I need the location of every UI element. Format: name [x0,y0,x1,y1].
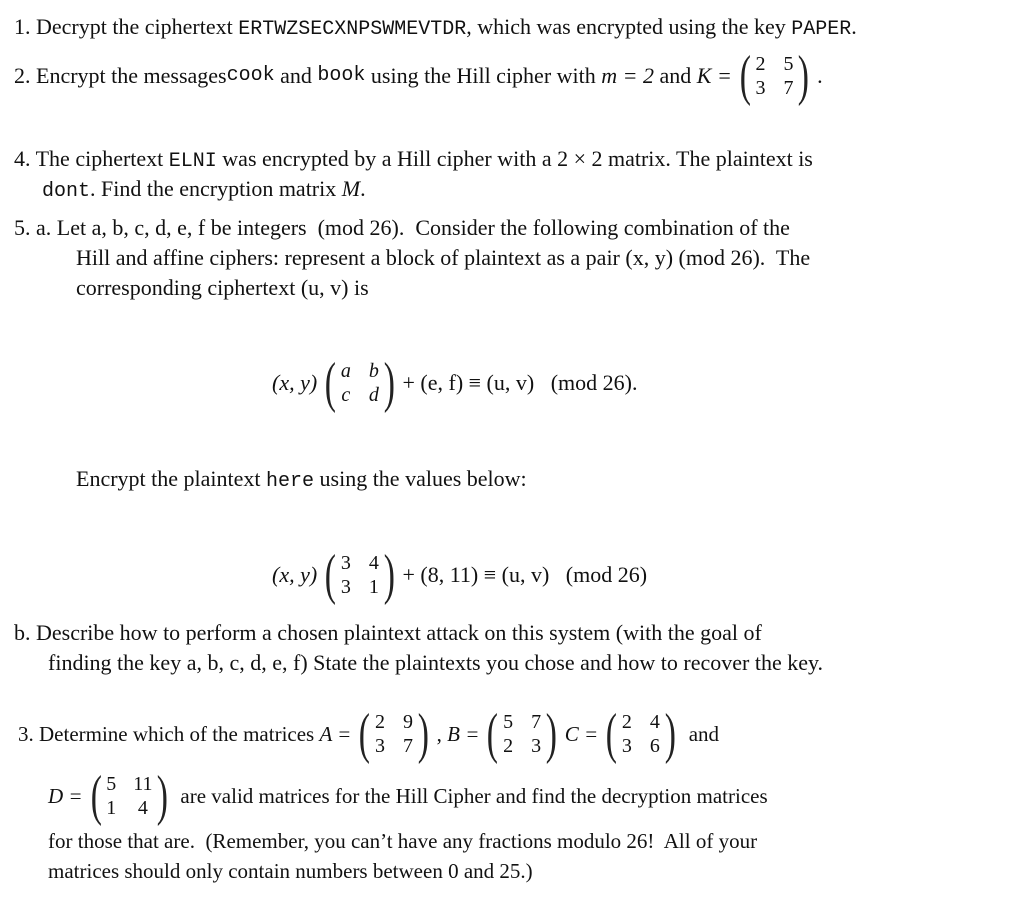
problem-2-word-cook: cook [226,64,275,87]
matrix-abcd-cell: a [340,360,351,382]
encrypt-word-here: here [266,470,315,493]
matrix-A-cell: 2 [375,711,386,733]
matrix-K-cell: 7 [783,77,794,99]
problem-1-number: 1. [14,14,31,39]
matrix-K [736,45,813,107]
matrix-K-cell: 3 [755,77,766,99]
problem-3-line-1 [18,702,719,766]
problem-5-line-3 [76,273,369,303]
left-paren: ( [487,703,499,765]
matrix-K-cell: 5 [783,53,794,75]
matrix-B-cell: 5 [503,711,514,733]
matrix-C-cell: 2 [621,711,632,733]
matrix-B-label: B = [447,722,480,746]
right-paren: ) [664,703,676,765]
problem-5-line-2-text: Hill and affine ciphers: represent a block of plaintext as a pair (x, y) (mod 26). The [76,245,811,270]
matrix-B-cell: 3 [531,735,542,757]
matrix-C [602,703,679,765]
matrix-A-cell: 9 [403,711,414,733]
problem-2-end: . [817,63,823,88]
problem-5-line-1-text: Let a, b, c, d, e, f be integers (mod 26). Consider the following combination of the [56,215,790,240]
matrix-D [87,765,172,827]
problem-2-K-eq: K = [696,63,732,88]
right-paren: ) [417,703,429,765]
comma: , [436,722,442,746]
problem-2-text-a: Encrypt the messages [36,63,227,88]
matrix-D-cell: 11 [133,773,153,795]
matrix-abcd-cell: c [341,384,351,406]
matrix-B-cell: 2 [503,735,514,757]
problem-3-line-4 [48,856,533,886]
problem-2-text-d: and [654,63,697,88]
equation-1-right: + (e, f) ≡ (u, v) (mod 26). [402,370,638,395]
problem-3-line-4-text: matrices should only contain numbers between 0 and 25.) [48,859,533,883]
matrix-A-cell: 3 [375,735,386,757]
problem-5-line-1 [14,213,790,243]
right-paren: ) [156,765,168,827]
matrix-D-cell: 4 [137,797,148,819]
matrix-B-cell: 7 [531,711,542,733]
problem-1-text-a: Decrypt the ciphertext [36,14,239,39]
left-paren: ( [359,703,371,765]
problem-5-line-2 [76,243,810,273]
problem-4-plaintext: dont [42,180,91,203]
problem-5-line-3-text: corresponding ciphertext (u, v) is [76,275,369,300]
left-paren: ( [605,703,618,765]
problem-4-ciphertext: ELNI [168,150,217,173]
problem-2-number: 2. [14,63,31,88]
encrypt-text-a: Encrypt the plaintext [76,466,266,491]
right-paren: ) [545,703,558,765]
problem-1-ciphertext: ERTWZSECXNPSWMEVTDR [238,18,467,41]
matrix-abcd [321,352,398,414]
right-paren: ) [798,45,810,107]
encrypt-text-b: using the values below: [314,466,527,491]
problem-4-text-c: . Find the encryption matrix [90,176,342,201]
matrix-C-cell: 3 [621,735,632,757]
equation-2 [272,542,647,608]
problem-4-text-d: . [360,176,366,201]
problem-4-number: 4. [14,146,31,171]
matrix-C-cell: 6 [649,735,660,757]
problem-3-line-3-text: for those that are. (Remember, you can’t have any fractions modulo 26! All of your [48,829,758,853]
problem-5b-line-2 [48,648,823,678]
matrix-3431-cell: 4 [368,552,379,574]
matrix-B [483,703,560,765]
problem-5-part-b-label: b. [14,620,31,645]
problem-1-key: PAPER [791,18,852,41]
matrix-D-label: D = [48,784,83,808]
left-paren: ( [90,765,102,827]
matrix-3431-cell: 1 [368,576,379,598]
left-paren: ( [324,544,337,606]
left-paren: ( [739,45,751,107]
problem-2-text-c: using the Hill cipher with [365,63,602,88]
matrix-abcd-cell: d [368,384,379,406]
problem-3-line-3 [48,826,757,856]
equation-1-left: (x, y) [272,370,318,395]
problem-4-line-2 [42,174,366,207]
matrix-C-cell: 4 [649,711,660,733]
problem-5b-line-2-text: finding the key a, b, c, d, e, f) State the plaintexts you chose and how to recover the key. [48,650,824,675]
problem-1-text-b: , which was encrypted using the key [466,14,792,39]
matrix-A [355,703,432,765]
problem-2-m-eq: m = 2 [601,63,654,88]
and-text: and [688,722,720,746]
problem-4-line-1 [14,144,813,177]
problem-4-text-b: was encrypted by a Hill cipher with a 2 × 2 matrix. The plaintext is [216,146,813,171]
problem-2 [14,44,823,108]
matrix-D-cell: 5 [106,773,117,795]
matrix-3431 [321,544,398,606]
matrix-3431-cell: 3 [340,576,351,598]
problem-5-part-a-label: a. [36,215,52,240]
problem-1 [14,12,857,45]
problem-5b-line-1 [14,618,762,648]
problem-5-encrypt-line [76,464,527,497]
matrix-C-label: C = [564,722,599,746]
problem-2-word-book: book [317,64,366,87]
matrix-D-cell: 1 [106,797,117,819]
equation-2-left: (x, y) [272,562,318,587]
equation-2-right: + (8, 11) ≡ (u, v) (mod 26) [402,562,648,587]
problem-2-text-b: and [274,63,318,88]
matrix-abcd-cell: b [368,360,379,382]
problem-3-line-2 [48,764,768,828]
problem-1-text-c: . [851,14,857,39]
problem-3-number: 3. [18,722,34,746]
matrix-K-cell: 2 [755,53,766,75]
problem-5b-line-1-text: Describe how to perform a chosen plaintext attack on this system (with the goal of [36,620,762,645]
equation-1 [272,350,637,416]
right-paren: ) [383,544,395,606]
problem-3-text-b: are valid matrices for the Hill Cipher and find the decryption matrices [180,784,768,808]
matrix-A-label: A = [319,722,352,746]
problem-4-M: M [341,176,361,201]
matrix-3431-cell: 3 [340,552,351,574]
left-paren: ( [324,352,337,414]
problem-3-text-a: Determine which of the matrices [39,722,320,746]
matrix-A-cell: 7 [403,735,414,757]
right-paren: ) [383,352,395,414]
problem-5-number: 5. [14,215,31,240]
problem-4-text-a: The ciphertext [35,146,169,171]
